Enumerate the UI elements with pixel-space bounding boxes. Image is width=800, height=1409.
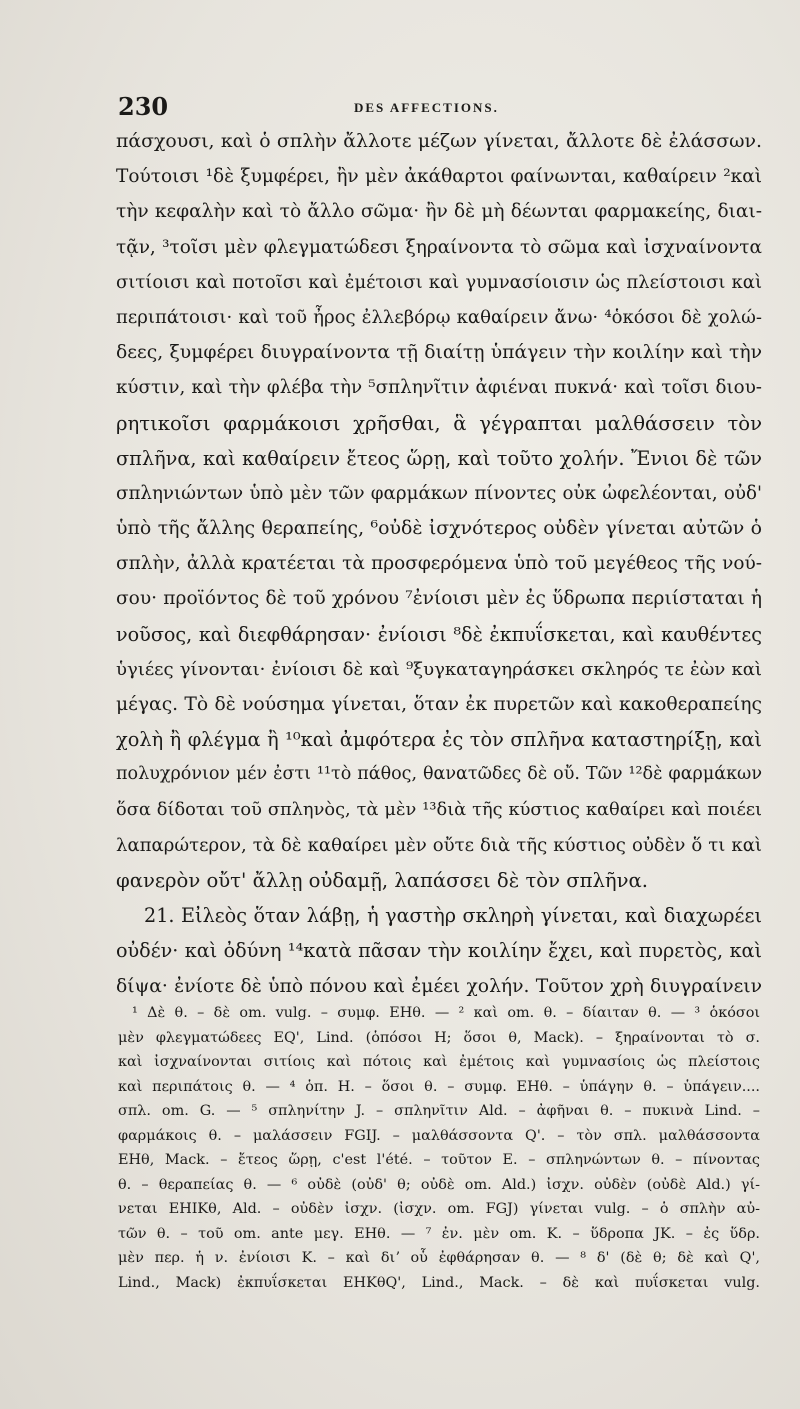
footnote-line: καὶ ἰσχναίνονται σιτίοις καὶ πότοις καὶ ἐμέτοις καὶ γυμνασίοις ὡς πλείστοις xyxy=(118,1054,760,1070)
main-text xyxy=(116,124,762,1004)
footnote-line: EHθ, Mack. – ἔτεος ὥρῃ, c'est l'été. – τοῦτον E. – σπληνώντων θ. – πίνοντας xyxy=(118,1152,760,1168)
text-line: σιτίοισι καὶ ποτοῖσι καὶ ἐμέτοισι καὶ γυμνασίοισιν ὡς πλείστοισι καὶ xyxy=(116,271,762,293)
footnote-line: καὶ περιπάτοις θ. — ⁴ ὁπ. H. – ὅσοι θ. – συμφ. EHθ. – ὑπάγην θ. – ὑπάγειν.... xyxy=(118,1078,760,1095)
footnote-line: Lind., Mack) ἐκπυΐσκεται EHKθQ', Lind., Mack. – δὲ καὶ πυΐσκεται vulg. xyxy=(118,1274,760,1291)
text-line: ὑπὸ τῆς ἄλλης θεραπείης, ⁶οὐδὲ ἰσχνότερος οὐδὲν γίνεται αὐτῶν ὁ xyxy=(116,517,762,540)
text-line: περιπάτοισι· καὶ τοῦ ἦρος ἐλλεβόρῳ καθαίρειν ἄνω· ⁴ὁκόσοι δὲ χολώ- xyxy=(116,306,762,328)
footnote-line: φαρμάκοις θ. – μαλάσσειν FGIJ. – μαλθάσσοντα Q'. – τὸν σπλ. μαλθάσσοντα xyxy=(118,1127,760,1144)
section-start-line: 21. Εἰλεὸς ὅταν λάβῃ, ἡ γαστὴρ σκληρὴ γίνεται, καὶ διαχωρέει xyxy=(144,904,762,928)
text-line: τᾷν, ³τοῖσι μὲν φλεγματώδεσι ξηραίνοντα τὸ σῶμα καὶ ἰσχναίνοντα xyxy=(116,236,762,258)
footnote-line: νεται EHIKθ, Ald. – οὐδὲν ἰσχν. (ἰσχν. om. FGJ) γίνεται vulg. – ὁ σπλὴν αὐ- xyxy=(118,1201,760,1217)
running-title: DES AFFECTIONS. xyxy=(354,100,499,115)
text-line: νοῦσος, καὶ διεφθάρησαν· ἐνίοισι ⁸δὲ ἐκπυΐσκεται, καὶ καυθέντες xyxy=(116,622,762,646)
footnotes xyxy=(118,1001,760,1295)
page-number: 230 xyxy=(118,92,169,121)
text-line: σπλὴν, ἀλλὰ κρατέεται τὰ προσφερόμενα ὑπὸ τοῦ μεγέθεος τῆς νού- xyxy=(116,553,762,575)
text-line: Τούτοισι ¹δὲ ξυμφέρει, ἢν μὲν ἀκάθαρτοι φαίνωνται, καθαίρειν ²καὶ xyxy=(116,166,762,188)
footnote-line: μὲν φλεγματώδεες EQ', Lind. (ὁπόσοι H; ὅσοι θ, Mack). – ξηραίνονται τὸ σ. xyxy=(118,1029,760,1046)
footnote-line: σπλ. om. G. — ⁵ σπληνίτην J. – σπληνῖτιν Ald. – ἀφῆναι θ. – πυκινὰ Lind. – xyxy=(118,1103,760,1119)
text-line: μέγας. Τὸ δὲ νούσημα γίνεται, ὅταν ἐκ πυρετῶν καὶ κακοθεραπείης xyxy=(116,694,762,715)
text-line: ὅσα δίδοται τοῦ σπληνὸς, τὰ μὲν ¹³διὰ τῆς κύστιος καθαίρει καὶ ποιέει xyxy=(116,799,762,820)
text-line: πάσχουσι, καὶ ὁ σπλὴν ἄλλοτε μέζων γίνεται, ἄλλοτε δὲ ἐλάσσων. xyxy=(116,130,762,152)
text-line: τὴν κεφαλὴν καὶ τὸ ἄλλο σῶμα· ἢν δὲ μὴ δέωνται φαρμακείης, διαι- xyxy=(116,201,762,223)
text-line: ὑγιέες γίνονται· ἐνίοισι δὲ καὶ ⁹ξυγκαταγηράσκει σκληρός τε ἐὼν καὶ xyxy=(116,658,762,680)
text-line: σπλῆνα, καὶ καθαίρειν ἔτεος ὥρῃ, καὶ τοῦτο χολήν. Ἔνιοι δὲ τῶν xyxy=(116,446,762,470)
text-line: δεες, ξυμφέρει διυγραίνοντα τῇ διαίτῃ ὑπάγειν τὴν κοιλίην καὶ τὴν xyxy=(116,342,762,364)
text-line: σπληνιώντων ὑπὸ μὲν τῶν φαρμάκων πίνοντες οὐκ ὠφελέονται, οὐδ' xyxy=(116,482,762,504)
text-line: ρητικοῖσι φαρμάκοισι χρῆσθαι, ἃ γέγραπται μαλθάσσειν τὸν xyxy=(116,411,762,435)
footnote-line: θ. – θεραπείας θ. — ⁶ οὐδὲ (οὐδ' θ; οὐδὲ om. Ald.) ἰσχν. οὐδὲν (οὐδὲ Ald.) γί- xyxy=(118,1176,760,1193)
text-line: χολὴ ἢ φλέγμα ἢ ¹⁰καὶ ἀμφότερα ἐς τὸν σπλῆνα καταστηρίξῃ, καὶ xyxy=(116,728,762,752)
footnote-line: τῶν θ. – τοῦ om. ante μεγ. EHθ. — ⁷ ἐν. μὲν om. K. – ὕδροπα JK. – ἐς ὕδρ. xyxy=(118,1225,760,1242)
text-line: πολυχρόνιον μέν ἐστι ¹¹τὸ πάθος, θανατῶδες δὲ οὔ. Τῶν ¹²δὲ φαρμάκων xyxy=(116,764,762,785)
text-line: οὐδέν· καὶ ὀδύνη ¹⁴κατὰ πᾶσαν τὴν κοιλίην ἔχει, καὶ πυρετὸς, καὶ xyxy=(116,939,762,963)
text-line: σου· προϊόντος δὲ τοῦ χρόνου ⁷ἐνίοισι μὲν ἐς ὕδρωπα περιίσταται ἡ xyxy=(116,588,762,610)
text-line: φανερὸν οὔτ' ἄλλῃ οὐδαμῇ, λαπάσσει δὲ τὸν σπλῆνα. xyxy=(116,868,648,892)
text-line: κύστιν, καὶ τὴν φλέβα τὴν ⁵σπληνῖτιν ἀφιέναι πυκνά· καὶ τοῖσι διου- xyxy=(116,377,762,399)
page-header xyxy=(118,92,758,122)
footnote-line: μὲν περ. ἡ ν. ἐνίοισι K. – καὶ διʼ οὗ ἐφθάρησαν θ. — ⁸ δ' (δὲ θ; δὲ καὶ Q', xyxy=(118,1250,760,1266)
text-line: λαπαρώτερον, τὰ δὲ καθαίρει μὲν οὔτε διὰ τῆς κύστιος οὐδὲν ὅ τι καὶ xyxy=(116,834,762,856)
text-line: δίψα· ἐνίοτε δὲ ὑπὸ πόνου καὶ ἐμέει χολήν. Τοῦτον χρὴ διυγραίνειν xyxy=(116,975,762,997)
footnote-line: ¹ Δὲ θ. – δὲ om. vulg. – συμφ. EHθ. — ² καὶ om. θ. – δίαιταν θ. — ³ ὁκόσοι xyxy=(132,1005,760,1021)
